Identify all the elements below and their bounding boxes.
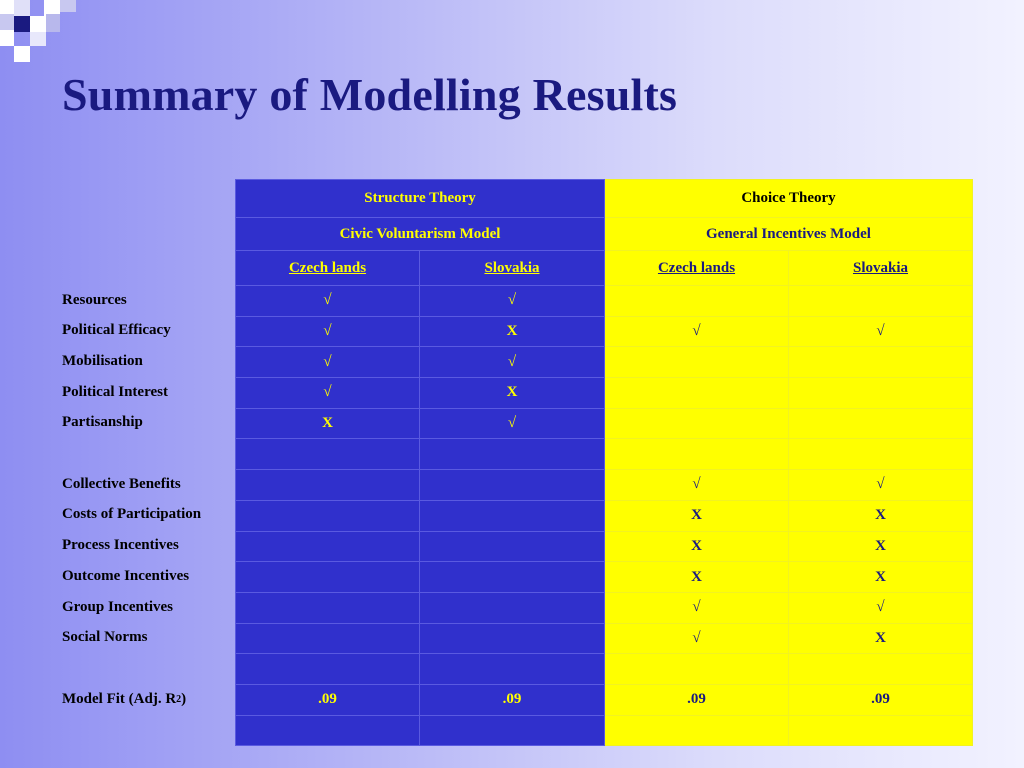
table-cell <box>605 408 789 439</box>
table-cell: X <box>605 562 789 593</box>
row-label: Outcome Incentives <box>62 567 190 584</box>
table-cell: √ <box>605 470 789 501</box>
table-cell: √ <box>789 316 973 347</box>
table-cell: √ <box>236 286 420 317</box>
table-row <box>236 470 973 501</box>
table-cell <box>236 439 420 470</box>
table-cell <box>420 439 605 470</box>
table-cell <box>789 439 973 470</box>
row-label: Political Interest <box>62 383 168 400</box>
table-cell <box>789 715 973 746</box>
table-cell: √ <box>789 592 973 623</box>
table-cell <box>605 654 789 685</box>
table-cell <box>605 715 789 746</box>
table-cell: √ <box>605 592 789 623</box>
table-row <box>236 623 973 654</box>
table-cell: √ <box>236 316 420 347</box>
table-cell <box>236 715 420 746</box>
row-label: Collective Benefits <box>62 475 181 492</box>
row-label: Group Incentives <box>62 598 173 615</box>
table-cell <box>236 562 420 593</box>
table-row <box>236 562 973 593</box>
country-header-slovakia-structure: Slovakia <box>420 251 605 286</box>
table-cell <box>420 592 605 623</box>
table-cell: X <box>605 500 789 531</box>
row-label: Political Efficacy <box>62 322 171 339</box>
results-table <box>235 179 973 746</box>
row-label: Partisanship <box>62 414 143 431</box>
table-cell <box>789 378 973 409</box>
table-row <box>236 684 973 715</box>
table-cell: √ <box>236 347 420 378</box>
table-cell: X <box>789 531 973 562</box>
table-cell <box>236 470 420 501</box>
table-cell <box>789 654 973 685</box>
table-row <box>236 500 973 531</box>
table-cell <box>789 408 973 439</box>
table-cell: .09 <box>605 684 789 715</box>
table-cell <box>420 500 605 531</box>
civic-voluntarism-model-header: Civic Voluntarism Model <box>236 218 605 251</box>
table-cell: √ <box>420 286 605 317</box>
table-cell: .09 <box>236 684 420 715</box>
table-cell <box>420 654 605 685</box>
theory-header-row <box>236 180 973 218</box>
table-cell: X <box>420 316 605 347</box>
table-cell <box>420 531 605 562</box>
country-header-czech-choice: Czech lands <box>605 251 789 286</box>
table-cell <box>420 470 605 501</box>
table-row <box>236 592 973 623</box>
general-incentives-model-header: General Incentives Model <box>605 218 973 251</box>
slide-title: Summary of Modelling Results <box>62 69 678 120</box>
table-cell: √ <box>605 623 789 654</box>
row-label: Process Incentives <box>62 537 179 554</box>
table-row <box>236 439 973 470</box>
table-row <box>236 531 973 562</box>
table-cell: X <box>605 531 789 562</box>
table-cell: √ <box>605 316 789 347</box>
structure-theory-header: Structure Theory <box>236 180 605 218</box>
table-cell <box>789 347 973 378</box>
country-header-row <box>236 251 973 286</box>
row-label: Social Norms <box>62 629 148 646</box>
row-label: Resources <box>62 291 127 308</box>
table-cell: √ <box>789 470 973 501</box>
table-row <box>236 316 973 347</box>
choice-theory-header: Choice Theory <box>605 180 973 218</box>
table-cell <box>605 286 789 317</box>
table-row <box>236 654 973 685</box>
table-cell <box>236 592 420 623</box>
table-cell <box>236 623 420 654</box>
table-cell: X <box>789 500 973 531</box>
table-cell <box>789 286 973 317</box>
table-cell: X <box>420 378 605 409</box>
table-row <box>236 408 973 439</box>
table-cell <box>605 378 789 409</box>
row-label: Costs of Participation <box>62 506 202 523</box>
table-cell <box>420 715 605 746</box>
table-cell: X <box>789 562 973 593</box>
table-cell: √ <box>420 347 605 378</box>
table-cell: .09 <box>420 684 605 715</box>
table-cell <box>420 623 605 654</box>
row-label: Mobilisation <box>62 352 143 369</box>
table-cell <box>605 347 789 378</box>
table-cell: √ <box>420 408 605 439</box>
table-cell: .09 <box>789 684 973 715</box>
table-cell <box>236 531 420 562</box>
table-row <box>236 378 973 409</box>
table-cell <box>605 439 789 470</box>
table-cell: X <box>236 408 420 439</box>
table-cell <box>420 562 605 593</box>
table-cell <box>236 654 420 685</box>
table-row <box>236 715 973 746</box>
country-header-czech-structure: Czech lands <box>236 251 420 286</box>
table-cell: X <box>789 623 973 654</box>
row-label: Model Fit (Adj. R 2 ) <box>62 690 187 707</box>
table-cell: √ <box>236 378 420 409</box>
country-header-slovakia-choice: Slovakia <box>789 251 973 286</box>
table-row <box>236 286 973 317</box>
table-row <box>236 347 973 378</box>
table-cell <box>236 500 420 531</box>
model-header-row <box>236 218 973 251</box>
